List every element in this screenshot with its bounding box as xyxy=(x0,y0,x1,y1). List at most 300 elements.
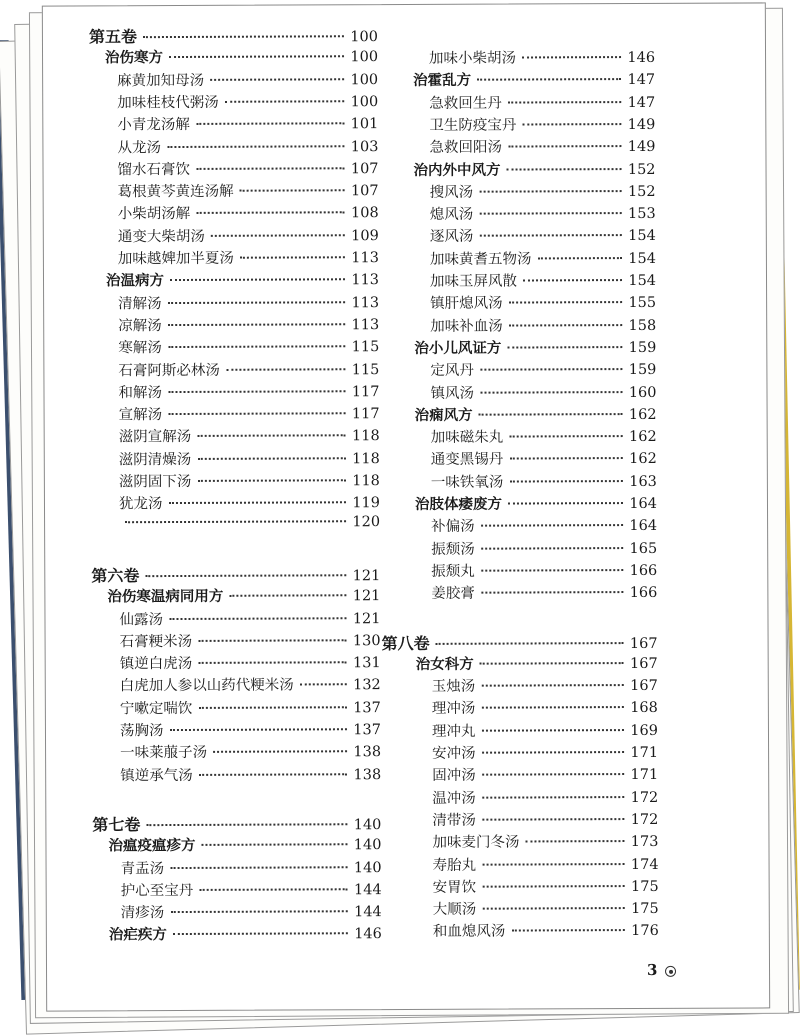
entry-title: 加味麦门冬汤 xyxy=(432,834,520,852)
toc-entry xyxy=(433,852,659,875)
toc-entry xyxy=(120,674,381,697)
dot-leader xyxy=(226,368,346,371)
dot-leader xyxy=(509,301,623,303)
toc-entry xyxy=(119,469,380,492)
entry-title: 寒解汤 xyxy=(118,340,162,357)
entry-page-number: 109 xyxy=(351,227,379,244)
entry-page-number: 140 xyxy=(353,859,382,876)
entry-title: 加味补血汤 xyxy=(430,318,503,335)
entry-title: 寿胎丸 xyxy=(432,857,477,874)
toc-entry xyxy=(429,46,655,69)
toc-entry xyxy=(430,202,656,225)
toc-entry xyxy=(432,741,658,764)
entry-title: 宣解汤 xyxy=(118,407,163,424)
toc-entry xyxy=(118,358,379,381)
toc-entry xyxy=(117,90,378,113)
dot-leader xyxy=(199,888,348,891)
entry-title: 振颓汤 xyxy=(431,541,475,558)
entry-page-number: 100 xyxy=(350,49,379,66)
entry-title: 第七卷 xyxy=(92,815,141,835)
toc-entry xyxy=(431,514,657,537)
entry-title: 镇逆白虎汤 xyxy=(119,656,193,673)
entry-title: 治小儿风证方 xyxy=(414,340,502,357)
dot-leader xyxy=(508,145,622,147)
toc-entry xyxy=(432,830,658,853)
volume-heading xyxy=(89,23,378,46)
entry-page-number: 100 xyxy=(350,29,378,46)
entry-page-number: 166 xyxy=(629,562,658,579)
dot-leader xyxy=(477,78,621,81)
toc-entry xyxy=(431,470,657,493)
dot-leader xyxy=(481,569,624,572)
entry-page-number: 173 xyxy=(630,834,659,851)
toc-entry xyxy=(432,808,658,831)
entry-title: 镇风汤 xyxy=(430,385,475,402)
dot-leader xyxy=(480,662,624,665)
toc-entry xyxy=(432,674,658,697)
toc-entry xyxy=(433,875,659,898)
section-heading xyxy=(109,923,382,946)
entry-page-number: 101 xyxy=(350,116,379,133)
toc-entry xyxy=(430,380,656,403)
entry-title: 馏水石膏饮 xyxy=(117,161,191,179)
dot-leader xyxy=(482,773,625,776)
entry-page-number: 132 xyxy=(353,677,381,694)
dot-leader xyxy=(146,823,347,826)
toc-entry xyxy=(120,629,381,652)
dot-leader xyxy=(240,256,345,258)
entry-page-number: 115 xyxy=(351,361,380,378)
entry-page-number: 138 xyxy=(353,766,382,783)
entry-page-number: 117 xyxy=(351,406,380,423)
entry-page-number: 121 xyxy=(352,588,381,605)
entry-page-number: 118 xyxy=(351,428,380,445)
toc-entry xyxy=(120,651,381,674)
entry-title: 定风丹 xyxy=(430,362,474,380)
toc-entry xyxy=(432,719,658,742)
entry-title: 补偏汤 xyxy=(431,518,475,536)
dot-leader xyxy=(168,301,346,304)
entry-page-number: 165 xyxy=(629,540,658,557)
toc-entry xyxy=(119,607,380,630)
entry-title: 治痫风方 xyxy=(414,407,473,424)
toc-entry xyxy=(118,313,379,336)
entry-page-number: 113 xyxy=(351,250,379,267)
entry-page-number: 121 xyxy=(352,610,381,627)
dot-leader xyxy=(201,843,347,846)
entry-page-number: 113 xyxy=(351,272,380,289)
dot-leader xyxy=(213,751,347,754)
section-heading xyxy=(107,584,380,607)
section-heading xyxy=(106,268,379,291)
entry-page-number: 146 xyxy=(354,926,382,943)
entry-page-number: 162 xyxy=(629,451,657,468)
toc-entry xyxy=(119,491,380,514)
dot-leader xyxy=(145,574,346,577)
toc-entry xyxy=(120,740,381,763)
dot-leader xyxy=(229,594,346,597)
toc-entry xyxy=(119,402,380,425)
toc-entry xyxy=(121,856,382,879)
toc-entry xyxy=(117,157,378,180)
entry-page-number: 169 xyxy=(630,722,659,739)
entry-page-number: 164 xyxy=(629,518,658,535)
page-number: 3 xyxy=(646,960,658,979)
entry-page-number: 137 xyxy=(353,722,382,739)
dot-leader xyxy=(508,101,622,103)
dot-leader xyxy=(482,818,625,821)
entry-title: 青盂汤 xyxy=(120,860,165,877)
toc-entry xyxy=(430,314,656,337)
entry-title: 熄风汤 xyxy=(429,206,474,223)
entry-title: 清解汤 xyxy=(118,295,162,312)
entry-page-number: 162 xyxy=(628,428,657,446)
entry-title: 治女科方 xyxy=(415,656,474,673)
dot-leader xyxy=(167,145,345,148)
entry-page-number: 117 xyxy=(351,383,380,401)
entry-page-number: 176 xyxy=(631,923,659,940)
entry-title: 宁嗽定喘饮 xyxy=(119,700,193,717)
section-heading xyxy=(105,45,378,68)
entry-page-number: 149 xyxy=(627,116,656,133)
entry-title: 固冲汤 xyxy=(432,767,476,785)
entry-page-number: 100 xyxy=(350,71,379,88)
toc-entry xyxy=(431,425,657,448)
dot-leader xyxy=(125,520,346,523)
entry-title: 加味玉屏风散 xyxy=(429,273,518,290)
volume-heading xyxy=(91,562,380,585)
entry-page-number: 164 xyxy=(629,495,658,513)
dot-leader xyxy=(225,100,345,103)
entry-page-number: 162 xyxy=(628,406,657,423)
entry-title: 清疹汤 xyxy=(120,905,165,922)
toc-entry xyxy=(430,224,656,247)
entry-title: 治瘟疫瘟疹方 xyxy=(108,838,196,855)
dot-leader xyxy=(196,122,345,125)
dot-leader xyxy=(482,885,625,888)
dot-leader xyxy=(198,639,347,642)
toc-entry xyxy=(120,763,381,786)
entry-page-number: 172 xyxy=(630,789,659,806)
volume-heading xyxy=(382,629,658,652)
dot-leader xyxy=(509,324,623,326)
entry-title: 白虎加人参以山药代粳米汤 xyxy=(119,677,294,695)
dot-leader xyxy=(169,56,344,59)
entry-title: 搜风汤 xyxy=(429,184,474,201)
dot-leader xyxy=(436,642,624,645)
section-heading xyxy=(415,403,657,426)
entry-page-number: 172 xyxy=(630,811,659,828)
dot-leader xyxy=(168,412,346,415)
dot-leader xyxy=(508,502,623,505)
dot-leader xyxy=(509,480,623,482)
volume-heading xyxy=(92,811,381,834)
entry-page-number: 167 xyxy=(630,677,658,695)
toc-page xyxy=(42,2,770,1011)
entry-title: 安胃饮 xyxy=(432,879,477,896)
section-heading xyxy=(415,492,657,515)
toc-entry xyxy=(118,291,379,314)
toc-entry xyxy=(121,878,382,901)
toc-entry xyxy=(429,135,655,158)
toc-entry xyxy=(117,135,378,158)
entry-title: 犹龙汤 xyxy=(118,496,163,513)
toc-entry xyxy=(433,897,659,920)
dot-leader xyxy=(522,56,621,58)
entry-page-number: 155 xyxy=(628,295,657,312)
dot-leader xyxy=(481,591,624,594)
entry-title: 姜胶膏 xyxy=(431,585,475,603)
toc-entry xyxy=(432,785,658,808)
entry-title: 逐风汤 xyxy=(429,229,474,246)
entry-title: 石膏粳米汤 xyxy=(119,633,193,651)
entry-title: 理冲丸 xyxy=(431,723,476,740)
entry-page-number: 108 xyxy=(350,205,379,222)
entry-title: 小青龙汤解 xyxy=(117,117,190,134)
toc-entry xyxy=(118,202,379,225)
dot-leader xyxy=(198,706,347,709)
entry-title: 麻黄加知母汤 xyxy=(117,72,205,89)
dot-leader xyxy=(481,706,624,709)
dot-leader xyxy=(479,234,622,237)
dot-leader xyxy=(168,345,346,348)
dot-leader xyxy=(479,212,622,215)
toc-entry xyxy=(430,247,656,270)
toc-entry xyxy=(118,246,379,269)
entry-title: 加味磁朱丸 xyxy=(430,429,504,446)
dot-leader xyxy=(511,929,625,931)
toc-entry xyxy=(118,380,379,403)
toc-entry xyxy=(431,581,657,604)
toc-entry xyxy=(431,536,657,559)
dot-leader xyxy=(169,728,347,731)
dot-leader xyxy=(199,773,348,776)
entry-page-number: 175 xyxy=(630,878,659,895)
entry-title: 石膏阿斯必林汤 xyxy=(118,362,220,379)
dot-leader xyxy=(197,457,346,460)
dot-leader xyxy=(522,123,621,125)
entry-page-number: 113 xyxy=(351,317,380,334)
toc-entry xyxy=(430,291,656,314)
entry-page-number: 152 xyxy=(627,183,656,200)
dot-leader xyxy=(480,368,623,371)
entry-page-number: 159 xyxy=(628,339,657,356)
entry-page-number: 118 xyxy=(352,473,380,490)
section-heading xyxy=(416,652,658,675)
entry-page-number: 147 xyxy=(627,72,656,89)
dot-leader xyxy=(211,234,345,237)
toc-entry xyxy=(117,112,378,135)
entry-title: 和血熄风汤 xyxy=(432,923,506,941)
entry-title: 卫生防疫宝丹 xyxy=(429,117,517,134)
dot-leader xyxy=(196,212,345,215)
entry-page-number: 153 xyxy=(628,206,656,223)
entry-title: 一味铁氧汤 xyxy=(430,474,504,491)
entry-title: 仙露汤 xyxy=(119,611,164,628)
entry-title: 治内外中风方 xyxy=(413,162,501,179)
dot-leader xyxy=(168,323,346,326)
section-heading xyxy=(414,336,656,359)
dot-leader xyxy=(509,435,623,437)
entry-title: 滋阴固下汤 xyxy=(118,473,192,491)
entry-page-number: 154 xyxy=(628,272,657,290)
entry-page-number: 137 xyxy=(353,699,381,716)
dot-leader xyxy=(198,661,347,664)
dot-leader xyxy=(143,35,344,38)
dot-leader xyxy=(170,279,345,282)
dot-leader xyxy=(196,167,345,170)
toc-entry xyxy=(118,224,379,247)
entry-page-number: 171 xyxy=(630,744,659,762)
entry-title: 荡胸汤 xyxy=(119,723,164,740)
entry-page-number: 144 xyxy=(354,904,382,921)
dot-leader xyxy=(197,479,346,482)
section-heading xyxy=(108,833,381,856)
toc-entry xyxy=(119,514,380,537)
entry-page-number: 168 xyxy=(630,700,658,717)
entry-title: 加味越婢加半夏汤 xyxy=(117,250,234,268)
dot-leader xyxy=(481,684,624,687)
toc-entry xyxy=(117,68,378,91)
toc-entry xyxy=(119,425,380,448)
entry-page-number: 103 xyxy=(350,138,379,155)
entry-title: 治肢体痿废方 xyxy=(414,496,503,513)
toc-entry xyxy=(430,269,656,292)
dot-leader xyxy=(240,189,345,191)
entry-title: 加味桂枝代粥汤 xyxy=(117,94,219,112)
page-ornament-icon xyxy=(665,966,676,977)
entry-title: 治霍乱方 xyxy=(413,73,472,90)
entry-title: 葛根黄芩黄连汤解 xyxy=(117,183,234,201)
dot-leader xyxy=(482,751,625,754)
entry-title: 玉烛汤 xyxy=(431,678,476,695)
toc-entry xyxy=(432,763,658,786)
dot-leader xyxy=(210,78,344,81)
entry-title: 安冲汤 xyxy=(432,745,476,762)
entry-page-number: 154 xyxy=(628,228,656,245)
dot-leader xyxy=(169,617,347,620)
entry-title: 一味莱菔子汤 xyxy=(120,745,208,762)
toc-entry xyxy=(430,180,656,203)
toc-entry xyxy=(432,696,658,719)
entry-title: 治伤寒温病同用方 xyxy=(107,588,224,606)
entry-page-number: 154 xyxy=(628,250,656,267)
dot-leader xyxy=(482,907,625,910)
entry-page-number: 167 xyxy=(629,635,658,652)
entry-title: 小柴胡汤解 xyxy=(117,206,191,223)
dot-leader xyxy=(481,729,624,732)
dot-leader xyxy=(168,502,346,505)
entry-page-number: 146 xyxy=(627,49,656,67)
entry-page-number: 166 xyxy=(629,585,658,602)
entry-title: 急救回阳汤 xyxy=(429,139,502,157)
entry-title: 加味黄耆五物汤 xyxy=(429,251,532,268)
entry-title: 通变黑锡丹 xyxy=(430,451,504,469)
entry-page-number: 174 xyxy=(630,856,659,873)
section-heading xyxy=(413,68,655,91)
toc-entry xyxy=(120,696,381,719)
entry-title: 振颓丸 xyxy=(431,563,475,580)
dot-leader xyxy=(168,390,346,393)
entry-page-number: 167 xyxy=(629,655,658,672)
entry-title: 第五卷 xyxy=(88,27,138,47)
toc-entry xyxy=(431,447,657,470)
toc-entry xyxy=(118,179,379,202)
entry-page-number: 113 xyxy=(351,294,380,311)
entry-title: 凉解汤 xyxy=(118,317,162,335)
dot-leader xyxy=(507,168,622,171)
dot-leader xyxy=(197,435,346,438)
toc-entry xyxy=(430,358,656,381)
entry-page-number: 159 xyxy=(628,362,657,379)
section-heading xyxy=(413,157,655,180)
entry-page-number: 118 xyxy=(352,450,380,467)
dot-leader xyxy=(523,279,622,281)
entry-title: 滋阴清燥汤 xyxy=(118,451,192,468)
entry-title: 第八卷 xyxy=(381,633,430,653)
entry-title: 理冲汤 xyxy=(431,701,476,718)
dot-leader xyxy=(482,796,625,799)
entry-page-number: 100 xyxy=(350,94,379,111)
dot-leader xyxy=(300,684,347,686)
entry-page-number: 149 xyxy=(627,139,656,156)
dot-leader xyxy=(479,413,623,416)
entry-title: 从龙汤 xyxy=(117,139,161,156)
entry-page-number: 152 xyxy=(627,161,656,178)
dot-leader xyxy=(507,346,622,349)
entry-title: 加味小柴胡汤 xyxy=(429,50,517,67)
toc-entry xyxy=(119,447,380,470)
entry-page-number: 119 xyxy=(352,495,381,512)
entry-page-number: 107 xyxy=(350,160,379,178)
entry-title: 第六卷 xyxy=(91,566,140,586)
entry-page-number: 147 xyxy=(627,94,656,111)
toc-entry xyxy=(433,919,659,942)
entry-title: 护心至宝丹 xyxy=(120,882,194,900)
entry-title: 通变大柴胡汤 xyxy=(117,228,205,245)
entry-title: 急救回生丹 xyxy=(429,95,502,112)
entry-title: 大顺汤 xyxy=(432,901,477,918)
toc-entry xyxy=(429,91,655,114)
dot-leader xyxy=(525,840,624,842)
dot-leader xyxy=(537,257,622,259)
dot-leader xyxy=(479,190,622,193)
toc-entry xyxy=(429,113,655,136)
entry-page-number: 163 xyxy=(629,473,657,490)
entry-title: 清带汤 xyxy=(432,812,476,829)
entry-page-number: 140 xyxy=(353,817,382,834)
entry-page-number: 115 xyxy=(351,339,380,356)
entry-page-number: 158 xyxy=(628,317,657,334)
entry-title: 治疟疾方 xyxy=(108,927,167,944)
dot-leader xyxy=(481,524,624,527)
toc-entry xyxy=(120,718,381,741)
dot-leader xyxy=(509,457,623,459)
entry-page-number: 121 xyxy=(352,568,381,585)
toc-entry xyxy=(118,335,379,358)
entry-page-number: 175 xyxy=(631,900,659,918)
toc-entry xyxy=(431,559,657,582)
entry-title: 滋阴宣解汤 xyxy=(118,429,192,446)
toc-entry xyxy=(121,900,382,923)
entry-title: 镇肝熄风汤 xyxy=(430,295,503,313)
dot-leader xyxy=(170,866,348,869)
dot-leader xyxy=(481,547,624,550)
entry-page-number: 171 xyxy=(630,767,659,784)
entry-page-number: 160 xyxy=(628,384,657,401)
dot-leader xyxy=(482,863,625,866)
entry-page-number: 131 xyxy=(352,655,381,672)
